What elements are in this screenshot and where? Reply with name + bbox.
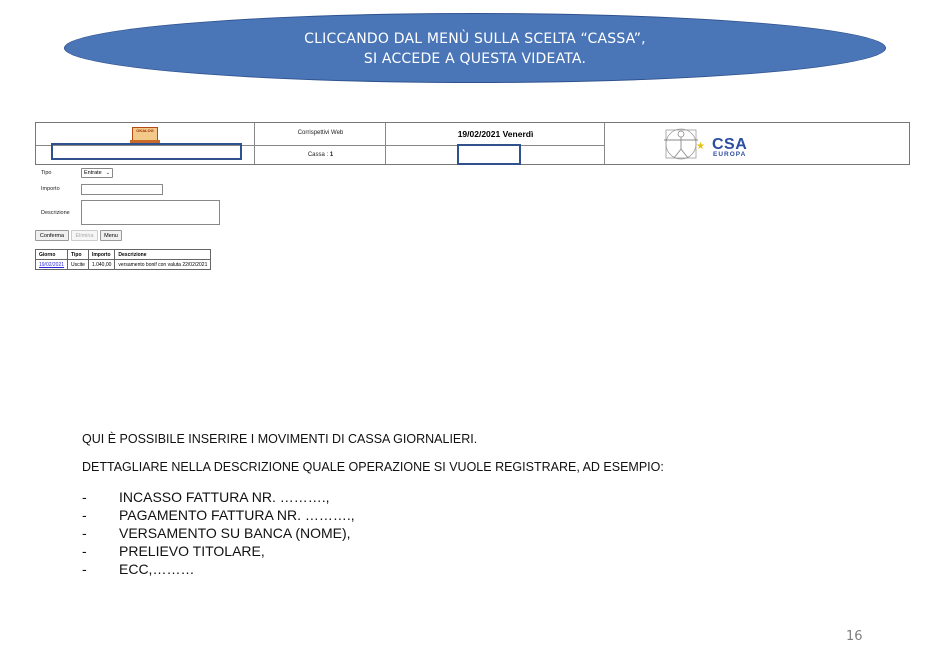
title-line-1: CLICCANDO DAL MENÙ SULLA SCELTA “CASSA”, xyxy=(304,31,646,47)
descrizione-textarea[interactable] xyxy=(81,200,220,225)
cassa-indicator xyxy=(255,152,386,158)
okalog-logo: OKALOG xyxy=(132,127,158,141)
list-item-text: PAGAMENTO FATTURA NR. ………., xyxy=(119,507,355,523)
app-name: Corrispettivi Web xyxy=(297,130,344,136)
header-date: 19/02/2021 Venerdì xyxy=(457,129,534,139)
vitruvian-logo-icon xyxy=(652,127,710,161)
importo-label: Importo xyxy=(41,186,60,192)
cassa-number: 1 xyxy=(329,152,334,158)
cell-tipo: Uscite xyxy=(68,260,89,270)
table-row xyxy=(36,260,211,270)
col-descrizione: Descrizione xyxy=(115,250,211,260)
body-line-1: QUI È POSSIBILE INSERIRE I MOVIMENTI DI CASSA GIORNALIERI. xyxy=(82,432,478,446)
body-line-2: DETTAGLIARE NELLA DESCRIZIONE QUALE OPERAZIONE SI VUOLE REGISTRARE, AD ESEMPIO: xyxy=(82,460,664,474)
cell-descrizione: versamento bonif con valuta 22/02/2021 xyxy=(115,260,211,270)
list-item-text: VERSAMENTO SU BANCA (NOME), xyxy=(119,525,351,541)
title-line-2: SI ACCEDE A QUESTA VIDEATA. xyxy=(363,51,587,67)
movements-table xyxy=(35,249,211,270)
table-header-row xyxy=(36,250,211,260)
importo-input[interactable] xyxy=(81,184,163,195)
giorno-link[interactable]: 19/02/2021 xyxy=(39,261,65,268)
chevron-down-icon: ⌄ xyxy=(105,170,110,176)
elimina-button[interactable]: Elimina xyxy=(71,230,98,241)
tipo-select[interactable] xyxy=(81,168,113,178)
highlight-box-user xyxy=(51,143,242,160)
conferma-button[interactable]: Conferma xyxy=(35,230,69,241)
csa-brand-sub: EUROPA xyxy=(713,151,747,158)
title-callout-text xyxy=(64,29,886,69)
list-item-text: PRELIEVO TITOLARE, xyxy=(119,543,265,559)
menu-button[interactable]: Menu xyxy=(100,230,122,241)
col-importo: Importo xyxy=(88,250,114,260)
page-number: 16 xyxy=(846,629,863,644)
svg-text:★: ★ xyxy=(696,141,705,152)
tipo-label: Tipo xyxy=(41,170,52,176)
cell-importo: 1.040,00 xyxy=(88,260,114,270)
cassa-label: Cassa : xyxy=(307,152,329,158)
descrizione-label: Descrizione xyxy=(41,210,70,216)
cell-giorno xyxy=(36,260,68,270)
col-giorno: Giorno xyxy=(36,250,68,260)
col-tipo: Tipo xyxy=(68,250,89,260)
csa-brand-name: CSA xyxy=(712,136,748,153)
highlight-box-date xyxy=(457,144,521,165)
list-item-text: INCASSO FATTURA NR. ………., xyxy=(119,489,330,505)
list-item-text: ECC,……… xyxy=(119,561,195,577)
tipo-select-value: Entrate xyxy=(84,170,102,176)
